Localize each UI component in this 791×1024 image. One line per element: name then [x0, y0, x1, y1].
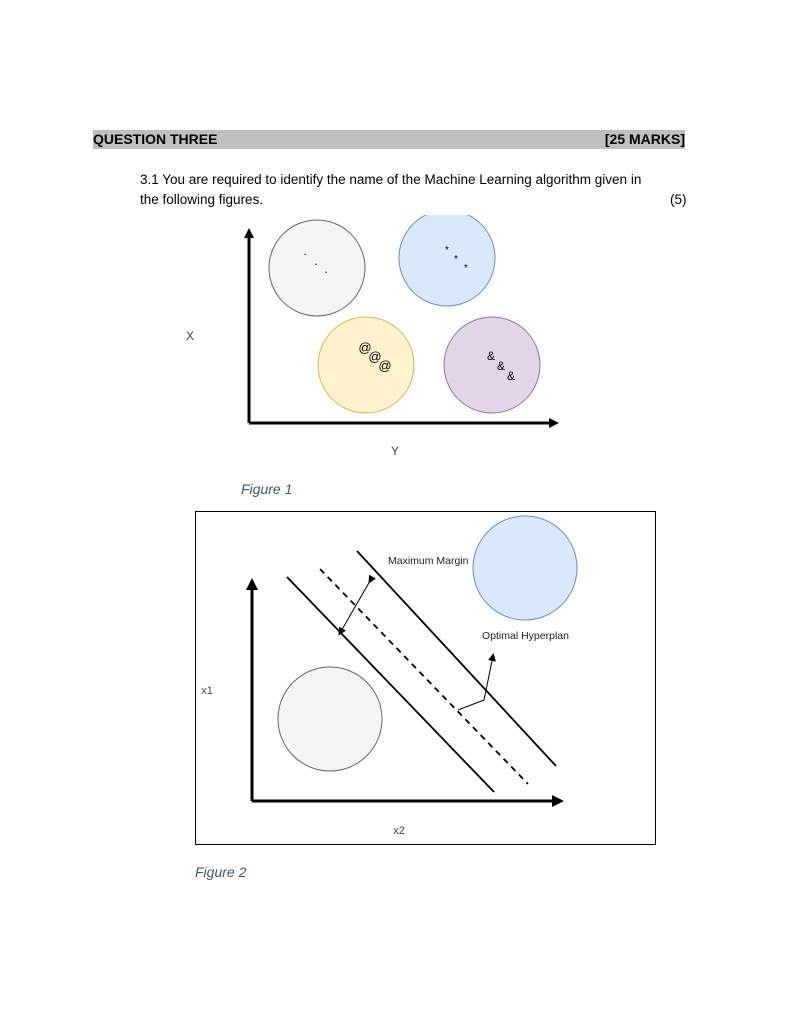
purple-cluster-point: & — [496, 359, 506, 373]
figure-2-x-label: x2 — [393, 825, 405, 837]
question-marks: [25 MARKS] — [604, 131, 685, 147]
blue-cluster — [399, 215, 495, 306]
figure-2-caption: Figure 2 — [195, 864, 247, 880]
yellow-cluster-point: @ — [368, 349, 382, 364]
purple-cluster — [444, 317, 540, 413]
maximum-margin-label: Maximum Margin — [388, 555, 469, 567]
blue-cluster-point: * — [464, 263, 468, 274]
grey-cluster-point: . — [314, 254, 318, 268]
figure-2-y-label: x1 — [201, 685, 213, 697]
blue-class-circle — [473, 516, 577, 620]
optimal-hyperplane-label: Optimal Hyperplan — [482, 630, 569, 642]
question-title: QUESTION THREE — [93, 131, 218, 147]
grey-class-circle — [278, 667, 382, 771]
question-text: 3.1 You are required to identify the name of the Machine Learning algorithm given in the following figures. — [140, 172, 642, 207]
blue-cluster-point: * — [445, 245, 449, 256]
figure-1-y-label: X — [185, 329, 195, 343]
yellow-cluster — [318, 317, 414, 413]
purple-cluster-point: & — [506, 369, 516, 383]
purple-cluster-point: & — [486, 349, 496, 363]
question-header — [93, 130, 685, 149]
blue-cluster-point: * — [454, 254, 458, 265]
figure-2 — [195, 511, 657, 846]
yellow-cluster-point: @ — [358, 340, 372, 355]
yellow-cluster-point: @ — [378, 358, 392, 373]
grey-cluster — [269, 220, 365, 316]
figure-1-x-label: Y — [390, 444, 400, 458]
question-3-1-marks: (5) — [670, 192, 687, 207]
figure-1 — [170, 215, 580, 465]
grey-cluster-point: . — [303, 244, 307, 258]
grey-cluster-point: . — [324, 262, 328, 276]
figure-1-caption: Figure 1 — [241, 481, 293, 497]
